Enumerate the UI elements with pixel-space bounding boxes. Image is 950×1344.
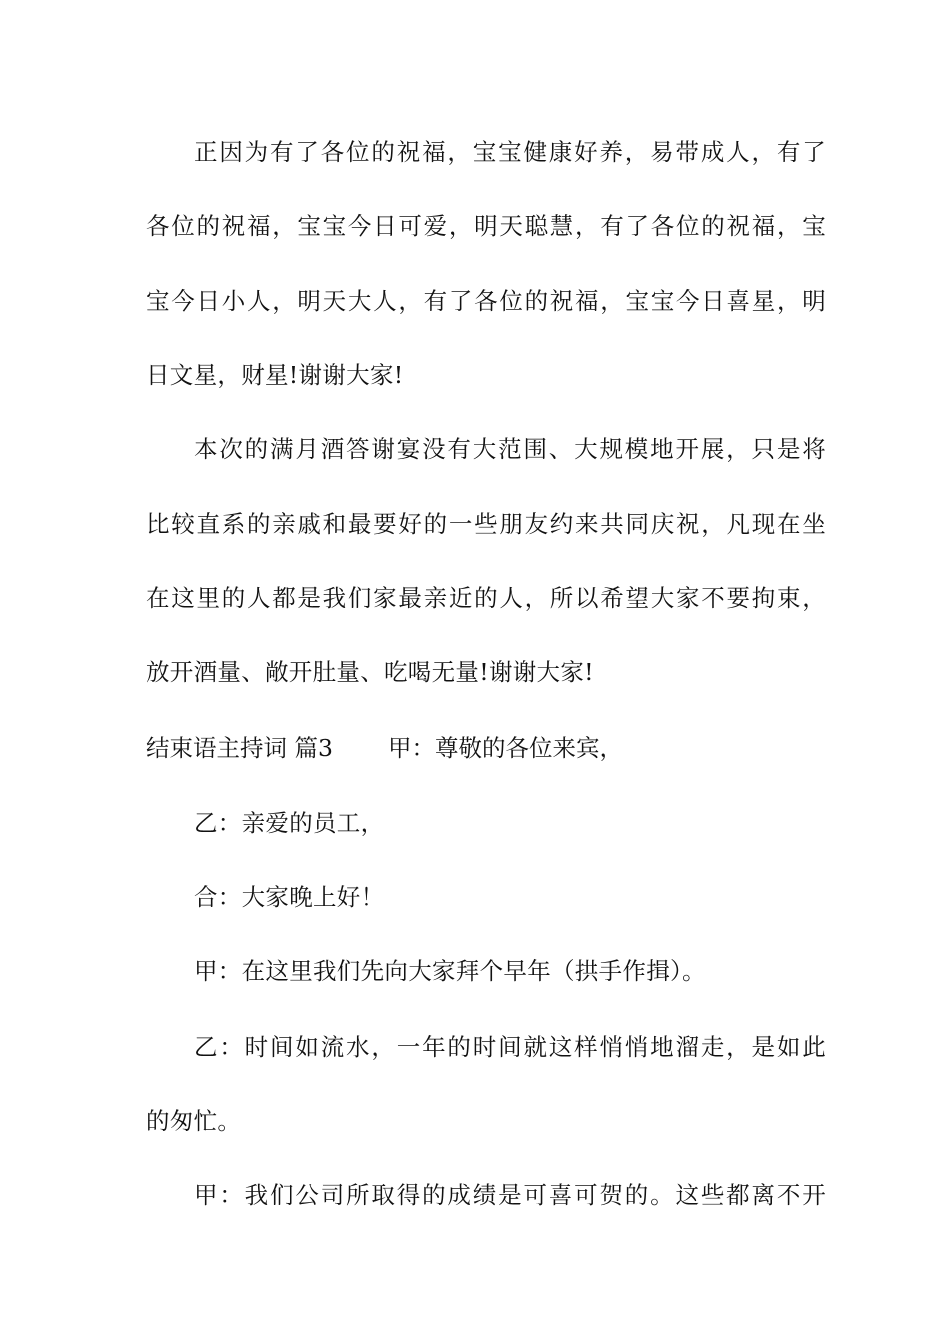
dialogue-line-6: 甲：我们公司所取得的成绩是可喜可贺的。这些都离不开 <box>194 1181 826 1209</box>
paragraph-2-line-1: 本次的满月酒答谢宴没有大范围、大规模地开展，只是将 <box>194 435 826 463</box>
paragraph-2-line-4: 放开酒量、敞开肚量、吃喝无量!谢谢大家! <box>146 658 594 686</box>
paragraph-2-line-3: 在这里的人都是我们家最亲近的人，所以希望大家不要拘束， <box>146 584 826 612</box>
dialogue-line-3: 甲：在这里我们先向大家拜个早年（拱手作揖）。 <box>194 957 706 985</box>
dialogue-line-5: 的匆忙。 <box>146 1107 242 1135</box>
section-heading: 结束语主持词 篇3 <box>146 734 333 762</box>
paragraph-1-line-1: 正因为有了各位的祝福，宝宝健康好养，易带成人，有了 <box>194 138 826 166</box>
paragraph-1-line-4: 日文星，财星!谢谢大家! <box>146 361 404 389</box>
paragraph-2-line-2: 比较直系的亲戚和最要好的一些朋友约来共同庆祝，凡现在坐 <box>146 510 826 538</box>
dialogue-line-1: 乙：亲爱的员工， <box>194 809 385 837</box>
dialogue-line-2: 合：大家晚上好！ <box>194 883 385 911</box>
section-heading-greeting: 甲：尊敬的各位来宾， <box>388 734 623 762</box>
paragraph-1-line-2: 各位的祝福，宝宝今日可爱，明天聪慧，有了各位的祝福，宝 <box>146 212 826 240</box>
paragraph-1-line-3: 宝今日小人，明天大人，有了各位的祝福，宝宝今日喜星，明 <box>146 287 826 315</box>
dialogue-line-4: 乙：时间如流水，一年的时间就这样悄悄地溜走，是如此 <box>194 1033 826 1061</box>
